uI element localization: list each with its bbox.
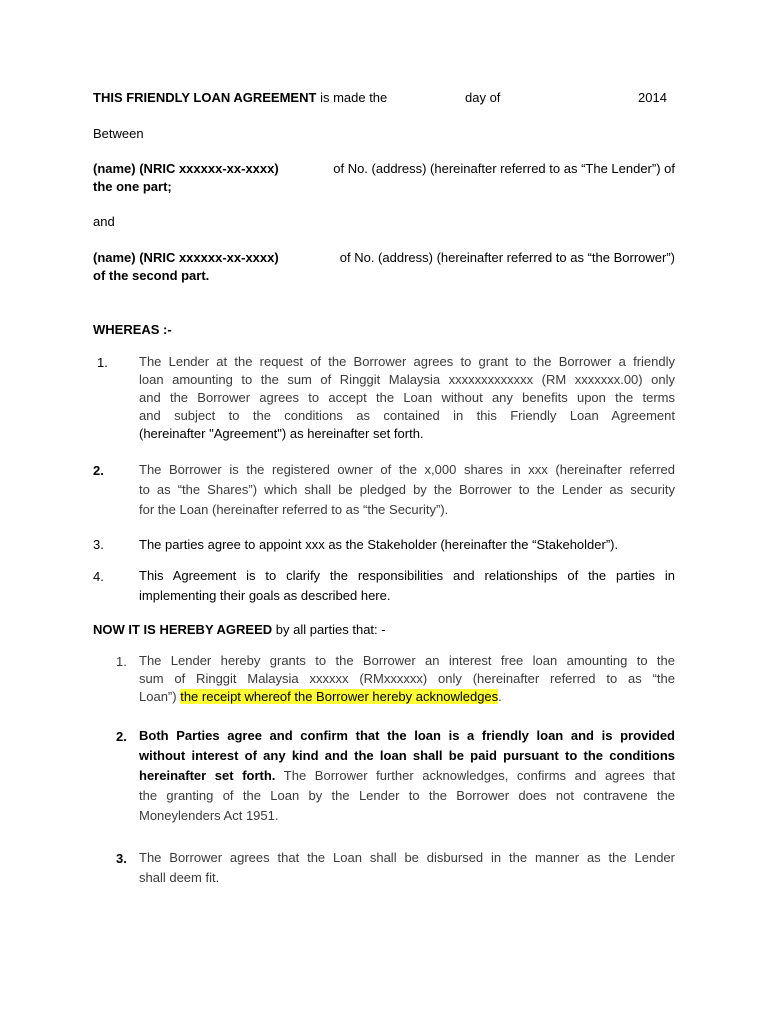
party1-name-nric: (name) (NRIC xxxxxx-xx-xxxx)	[93, 161, 279, 176]
party2-line2: of the second part.	[93, 268, 210, 283]
year-label: 2014	[638, 90, 667, 105]
agreed-item-1-line: sum of Ringgit Malaysia xxxxxx (RMxxxxxx) only (hereinafter referred to as “the	[139, 671, 675, 686]
whereas-item-2-number: 2.	[93, 463, 104, 478]
agreed-item-2-line: Moneylenders Act 1951.	[139, 808, 279, 823]
whereas-item-1-line: loan amounting to the sum of Ringgit Malaysia xxxxxxxxxxxxx (RM xxxxxxx.00) only	[139, 372, 675, 387]
whereas-item-1-line: and subject to the conditions as contained in this Friendly Loan Agreement	[139, 408, 675, 423]
whereas-item-1-line: (hereinafter "Agreement") as hereinafter set forth.	[139, 426, 424, 441]
whereas-item-3-number: 3.	[93, 537, 104, 552]
whereas-item-3-text: The parties agree to appoint xxx as the Stakeholder (hereinafter the “Stakeholder”).	[139, 537, 619, 552]
party2-line1	[93, 248, 675, 267]
agreed-item-1-line3-pre: Loan”)	[139, 689, 177, 704]
agreed-heading-rest: by all parties that: -	[275, 622, 386, 637]
and-label: and	[93, 214, 115, 229]
whereas-item-1-number: 1.	[97, 355, 108, 370]
agreed-item-1-line: The Lender hereby grants to the Borrower an interest free loan amounting to the	[139, 653, 675, 668]
agreed-item-2-number: 2.	[116, 729, 127, 744]
day-of-label: day of	[465, 90, 501, 105]
agreed-item-1-line3	[139, 688, 675, 706]
agreed-item-2-line3-rest: The Borrower further acknowledges, confirms and agrees that	[283, 768, 675, 783]
whereas-item-2	[139, 460, 675, 520]
whereas-item-2-line: for the Loan (hereinafter referred to as “the Security”).	[139, 502, 449, 517]
agreed-item-2-line3	[139, 766, 675, 786]
whereas-item-4-line: implementing their goals as described here.	[139, 588, 391, 603]
agreed-item-3-line: shall deem fit.	[139, 870, 220, 885]
agreed-item-3-number: 3.	[116, 851, 127, 866]
party2-line1-rest: of No. (address) (hereinafter referred to as “the Borrower”)	[339, 250, 675, 265]
whereas-heading: WHEREAS :-	[93, 322, 172, 337]
agreement-title-line	[93, 88, 387, 107]
agreed-item-3-line: The Borrower agrees that the Loan shall be disbursed in the manner as the Lender	[139, 850, 675, 865]
whereas-item-2-line: to as “the Shares”) which shall be pledged by the Borrower to the Lender as security	[139, 482, 675, 497]
agreement-title-rest: is made the	[320, 90, 388, 105]
agreed-item-2	[139, 726, 675, 826]
agreed-item-3	[139, 848, 675, 888]
whereas-item-4-line: This Agreement is to clarify the responsibilities and relationships of the parties in	[139, 568, 675, 583]
party1-line1	[93, 159, 675, 178]
whereas-item-4	[139, 566, 675, 606]
agreed-item-1	[139, 652, 675, 706]
whereas-item-1	[139, 353, 675, 443]
agreed-heading	[93, 620, 386, 639]
whereas-item-1-line: The Lender at the request of the Borrower agrees to grant to the Borrower a friendly	[139, 354, 675, 369]
whereas-item-4-number: 4.	[93, 569, 104, 584]
agreed-item-2-line: without interest of any kind and the loan shall be paid pursuant to the conditions	[139, 748, 675, 763]
between-label: Between	[93, 126, 144, 141]
whereas-item-2-line: The Borrower is the registered owner of the x,000 shares in xxx (hereinafter referred	[139, 462, 675, 477]
party1-line2: the one part;	[93, 179, 172, 194]
whereas-item-1-line: and the Borrower agrees to accept the Loan without any benefits upon the terms	[139, 390, 675, 405]
agreed-item-2-line: Both Parties agree and confirm that the loan is a friendly loan and is provided	[139, 728, 675, 743]
party1-line1-rest: of No. (address) (hereinafter referred to as “The Lender”) of	[333, 161, 675, 176]
agreed-item-2-line3-bold: hereinafter set forth.	[139, 768, 276, 783]
agreement-title: THIS FRIENDLY LOAN AGREEMENT	[93, 90, 317, 105]
agreed-item-1-line3-post: .	[498, 689, 502, 704]
agreed-item-2-line: the granting of the Loan by the Lender to the Borrower does not contravene the	[139, 788, 675, 803]
acknowledgement-highlight: the receipt whereof the Borrower hereby acknowledges	[180, 689, 499, 704]
agreed-item-1-number: 1.	[116, 654, 127, 669]
party2-name-nric: (name) (NRIC xxxxxx-xx-xxxx)	[93, 250, 279, 265]
agreed-heading-bold: NOW IT IS HEREBY AGREED	[93, 622, 273, 637]
